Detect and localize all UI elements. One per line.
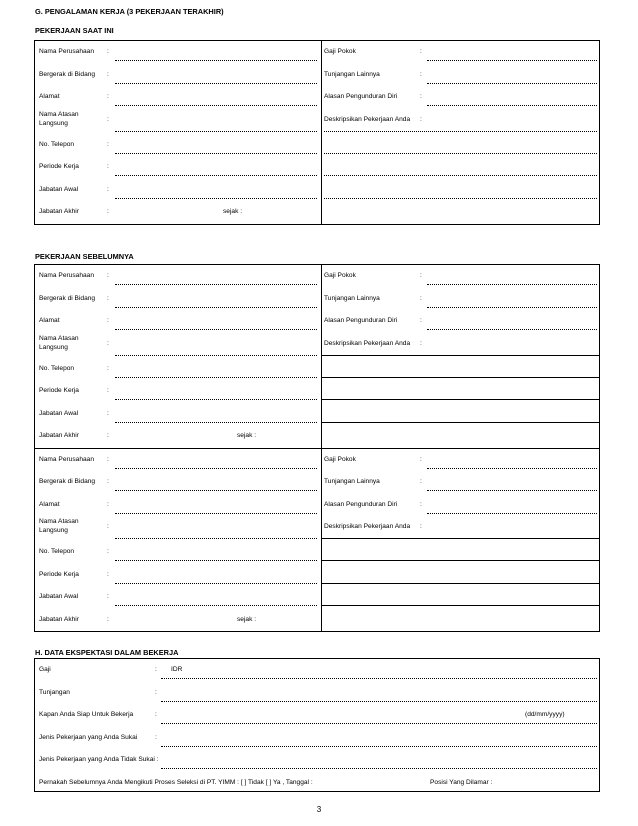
colon: : — [107, 339, 109, 347]
field-alamat[interactable] — [115, 329, 317, 330]
row-alamat — [35, 310, 599, 333]
colon: : — [420, 93, 422, 100]
colon: : — [420, 339, 422, 347]
row-nama-perusahaan — [35, 449, 599, 472]
field-alamat[interactable] — [115, 513, 317, 514]
label-bergerak: Bergerak di Bidang — [39, 70, 96, 78]
field-alamat[interactable] — [115, 105, 317, 106]
field-deskripsi[interactable] — [324, 131, 597, 132]
section-h-title: H. DATA EKSPEKTASI DALAM BEKERJA — [35, 648, 179, 657]
colon: : — [107, 317, 109, 324]
field-deskripsi-line[interactable] — [324, 175, 597, 176]
divider — [321, 605, 599, 606]
colon: : — [107, 593, 109, 600]
colon: : — [420, 455, 422, 463]
field-tunjangan-lainnya[interactable] — [427, 490, 597, 491]
field-alasan[interactable] — [427, 329, 597, 330]
field-deskripsi-line[interactable] — [324, 198, 597, 199]
colon: : — [107, 140, 109, 148]
colon: : — [107, 364, 109, 372]
label-tunjangan-lainnya: Tunjangan Lainnya — [324, 294, 380, 302]
field-bergerak[interactable] — [115, 83, 317, 84]
colon: : — [420, 70, 422, 78]
colon: : — [107, 523, 109, 530]
row-telepon — [35, 358, 599, 381]
colon: : — [155, 688, 157, 696]
label-atasan-line1: Nama Atasan — [39, 518, 79, 525]
label-jabatan-akhir: Jabatan Akhir — [39, 432, 79, 439]
colon: : — [155, 666, 157, 673]
colon: : — [107, 387, 109, 394]
label-alasan: Alasan Pengunduran Diri — [324, 500, 398, 508]
label-posisi: Posisi Yang Dilamar : — [430, 778, 493, 786]
row-telepon — [35, 134, 599, 157]
field-alasan[interactable] — [427, 513, 597, 514]
label-jabatan-awal: Jabatan Awal — [39, 185, 79, 193]
current-job-box — [34, 40, 600, 225]
label-jabatan-akhir: Jabatan Akhir — [39, 615, 79, 623]
field-jabatan-awal[interactable] — [115, 422, 317, 423]
field-bergerak[interactable] — [115, 490, 317, 491]
label-jabatan-akhir: Jabatan Akhir — [39, 208, 79, 215]
colon: : — [107, 163, 109, 170]
row-jabatan-akhir — [35, 609, 599, 632]
colon: : — [420, 500, 422, 508]
row-tidak-disukai — [35, 749, 599, 772]
label-deskripsi: Deskripsikan Pekerjaan Anda — [324, 115, 411, 123]
row-nama-perusahaan — [35, 265, 599, 288]
row-tunjangan — [35, 682, 599, 705]
row-pernah — [35, 772, 599, 795]
row-periode — [35, 156, 599, 179]
row-jabatan-akhir — [35, 425, 599, 448]
field-deskripsi-line[interactable] — [324, 153, 597, 154]
field-atasan[interactable] — [115, 538, 317, 539]
row-jabatan-awal — [35, 403, 599, 426]
colon: : — [420, 294, 422, 302]
label-gaji: Gaji — [39, 666, 51, 673]
colon: : — [107, 70, 109, 78]
divider — [321, 422, 599, 423]
previous-jobs-box — [34, 264, 600, 632]
field-telepon[interactable] — [115, 377, 317, 378]
label-atasan-line2: Langsung — [39, 119, 68, 127]
divider — [321, 399, 599, 400]
label-sejak: sejak : — [223, 208, 243, 215]
field-gaji[interactable] — [161, 678, 597, 679]
colon: : — [107, 478, 109, 485]
label-periode: Periode Kerja — [39, 387, 79, 394]
previous-job-title: PEKERJAAN SEBELUMNYA — [35, 252, 134, 261]
row-kapan — [35, 704, 599, 727]
colon: : — [420, 523, 422, 530]
row-bergerak — [35, 288, 599, 311]
row-telepon — [35, 541, 599, 564]
date-format-hint: (dd/mm/yyyy) — [525, 711, 565, 718]
row-bergerak — [35, 471, 599, 494]
field-alasan[interactable] — [427, 105, 597, 106]
field-tunjangan-lainnya[interactable] — [427, 307, 597, 308]
divider — [321, 538, 599, 539]
label-pernah: Pernakah Sebelumnya Anda Mengikuti Proses Seleksi di PT. YIMM : [ ] Tidak [ ] Ya , Tanggal : — [39, 778, 313, 786]
section-g-title: G. PENGALAMAN KERJA (3 PEKERJAAN TERAKHIR) — [35, 7, 224, 16]
row-disukai — [35, 727, 599, 750]
row-alamat — [35, 86, 599, 109]
label-periode: Periode Kerja — [39, 570, 79, 578]
colon: : — [420, 272, 422, 279]
label-gaji-pokok: Gaji Pokok — [324, 48, 356, 55]
field-nama-perusahaan[interactable] — [115, 468, 317, 469]
job-block — [35, 41, 599, 224]
label-atasan-line2: Langsung — [39, 527, 68, 534]
field-bergerak[interactable] — [115, 307, 317, 308]
field-gaji-pokok[interactable] — [427, 60, 597, 61]
field-nama-perusahaan[interactable] — [115, 284, 317, 285]
label-nama-perusahaan: Nama Perusahaan — [39, 272, 94, 279]
field-telepon[interactable] — [115, 560, 317, 561]
label-tunjangan: Tunjangan — [39, 688, 70, 696]
row-bergerak — [35, 64, 599, 87]
row-atasan — [35, 333, 599, 358]
label-telepon: No. Telepon — [39, 364, 75, 372]
label-periode: Periode Kerja — [39, 163, 79, 170]
field-periode[interactable] — [115, 175, 317, 176]
label-jabatan-awal: Jabatan Awal — [39, 593, 79, 600]
currency-idr: IDR — [171, 666, 183, 673]
row-jabatan-awal — [35, 586, 599, 609]
field-nama-perusahaan[interactable] — [115, 60, 317, 61]
colon: : — [107, 208, 109, 215]
label-jabatan-awal: Jabatan Awal — [39, 409, 79, 417]
field-periode[interactable] — [115, 399, 317, 400]
field-tidak-disukai[interactable] — [161, 768, 597, 769]
label-bergerak: Bergerak di Bidang — [39, 478, 96, 485]
field-tunjangan[interactable] — [161, 701, 597, 702]
divider — [321, 583, 599, 584]
row-jabatan-awal — [35, 179, 599, 202]
divider — [321, 377, 599, 378]
field-gaji-pokok[interactable] — [427, 284, 597, 285]
label-nama-perusahaan: Nama Perusahaan — [39, 48, 94, 55]
page-number: 3 — [316, 805, 322, 814]
field-disukai[interactable] — [161, 746, 597, 747]
field-kapan[interactable] — [161, 723, 597, 724]
label-atasan-line1: Nama Atasan — [39, 334, 79, 342]
row-atasan — [35, 516, 599, 541]
field-jabatan-awal[interactable] — [115, 198, 317, 199]
row-alamat — [35, 494, 599, 517]
label-kapan: Kapan Anda Siap Untuk Bekerja — [39, 711, 134, 718]
label-atasan-line1: Nama Atasan — [39, 110, 79, 118]
row-periode — [35, 564, 599, 587]
label-gaji-pokok: Gaji Pokok — [324, 272, 356, 279]
label-nama-perusahaan: Nama Perusahaan — [39, 455, 94, 463]
colon: : — [107, 93, 109, 100]
expectation-box — [34, 658, 600, 792]
row-jabatan-akhir — [35, 201, 599, 224]
colon: : — [107, 115, 109, 123]
colon: : — [107, 409, 109, 417]
colon: : — [107, 48, 109, 55]
field-atasan[interactable] — [115, 355, 317, 356]
label-sejak: sejak : — [237, 432, 257, 439]
label-disukai: Jenis Pekerjaan yang Anda Sukai — [39, 733, 138, 741]
colon: : — [107, 455, 109, 463]
row-atasan — [35, 109, 599, 134]
field-tunjangan-lainnya[interactable] — [427, 83, 597, 84]
divider — [321, 355, 599, 356]
colon: : — [107, 272, 109, 279]
job-block — [35, 265, 599, 448]
row-gaji — [35, 659, 599, 682]
label-gaji-pokok: Gaji Pokok — [324, 455, 356, 463]
colon: : — [420, 317, 422, 324]
colon: : — [420, 478, 422, 485]
field-jabatan-awal[interactable] — [115, 605, 317, 606]
field-atasan[interactable] — [115, 131, 317, 132]
label-sejak: sejak : — [237, 615, 257, 623]
row-periode — [35, 380, 599, 403]
label-alamat: Alamat — [39, 317, 60, 324]
label-atasan-line2: Langsung — [39, 343, 68, 351]
colon: : — [155, 733, 157, 741]
current-job-title: PEKERJAAN SAAT INI — [35, 26, 114, 35]
label-deskripsi: Deskripsikan Pekerjaan Anda — [324, 523, 411, 530]
label-tidak-disukai: Jenis Pekerjaan yang Anda Tidak Sukai : — [39, 756, 159, 763]
colon: : — [107, 615, 109, 623]
colon: : — [107, 294, 109, 302]
colon: : — [107, 185, 109, 193]
row-nama-perusahaan — [35, 41, 599, 64]
colon: : — [107, 548, 109, 555]
label-telepon: No. Telepon — [39, 140, 75, 148]
label-tunjangan-lainnya: Tunjangan Lainnya — [324, 70, 380, 78]
colon: : — [107, 570, 109, 578]
label-deskripsi: Deskripsikan Pekerjaan Anda — [324, 339, 411, 347]
label-telepon: No. Telepon — [39, 548, 75, 555]
label-alasan: Alasan Pengunduran Diri — [324, 93, 398, 100]
job-block — [35, 449, 599, 632]
label-alamat: Alamat — [39, 500, 60, 508]
field-periode[interactable] — [115, 583, 317, 584]
label-alasan: Alasan Pengunduran Diri — [324, 317, 398, 324]
label-bergerak: Bergerak di Bidang — [39, 294, 96, 302]
colon: : — [107, 500, 109, 508]
field-gaji-pokok[interactable] — [427, 468, 597, 469]
colon: : — [420, 48, 422, 55]
colon: : — [420, 115, 422, 123]
divider — [321, 560, 599, 561]
label-tunjangan-lainnya: Tunjangan Lainnya — [324, 478, 380, 485]
label-alamat: Alamat — [39, 93, 60, 100]
field-telepon[interactable] — [115, 153, 317, 154]
colon: : — [155, 711, 157, 718]
colon: : — [107, 432, 109, 439]
